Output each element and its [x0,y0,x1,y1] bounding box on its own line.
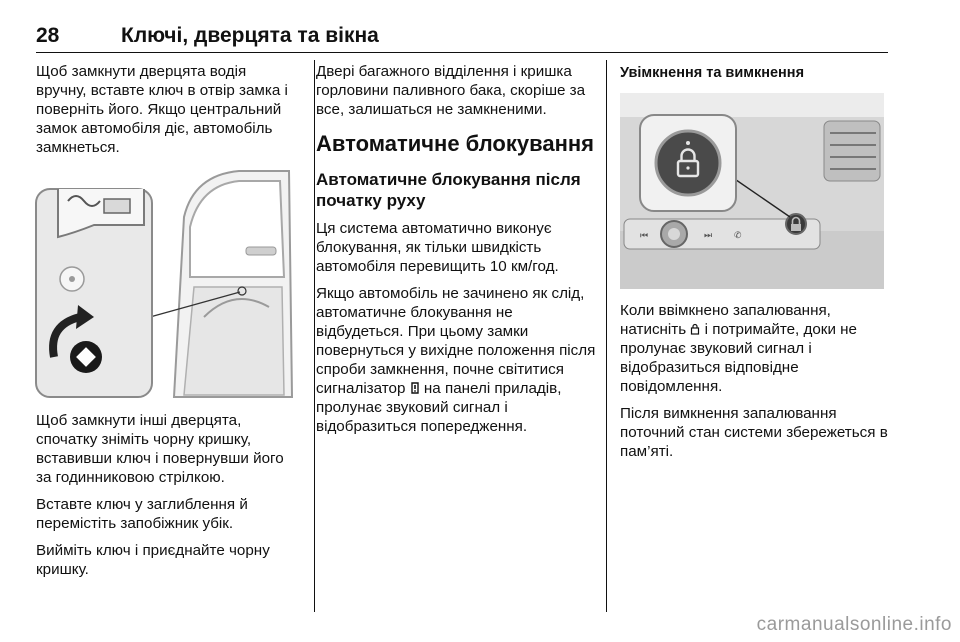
column-divider-2 [606,60,607,612]
paragraph-press-lock-text-a: Коли ввімкнено запалювання, натисніть [620,302,831,338]
page-header [36,24,888,54]
paragraph-other-doors-lock: Щоб замкнути інші дверцята, спочатку зніміть чорну кришку, вставивши ключ і повернувши його за годинниковою стрілкою. [36,412,284,486]
dashboard-lock-button-illustration [620,93,884,289]
paragraph-press-lock-text-b: і потримайте, доки не пролунає звуковий сигнал і відобразиться відповідне повідомлення. [620,321,857,395]
footer-watermark: carmanualsonline.info [756,614,952,635]
paragraph-remove-key: Вийміть ключ і приєднайте чорну кришку. [36,542,270,578]
header-divider [36,52,888,53]
column-1 [36,62,296,587]
paragraph-auto-lock-fail-text-b: на панелі приладів, пролунає звуковий сигнал і відобразиться попередження. [316,380,562,435]
paragraph-memory-state: Після вимкнення запалювання поточний стан системи збережеться в пам’яті. [620,405,888,460]
column-3 [620,62,890,469]
paragraph-auto-lock-speed: Ця система автоматично виконує блокування, як тільки швидкість автомобіля перевищить 10 км/год. [316,220,559,275]
door-lock-illustration [34,167,296,399]
paragraph-driver-door-manual-lock: Щоб замкнути дверцята водія вручну, вставте ключ в отвір замка і поверніть його. Якщо центральний замок автомобіля діє, автомобіль замкнеться. [36,63,288,156]
paragraph-insert-key: Вставте ключ у заглиблення й перемістіть запобіжник убік. [36,496,248,532]
door-lock-warning-icon [410,382,420,394]
svg-text:⏭: ⏭ [704,231,713,241]
heading-on-off: Увімкнення та вимкнення [620,65,805,81]
paragraph-tailgate-note: Двері багажного відділення і кришка горловини паливного бака, скоріше за все, залишаться не замкненими. [316,63,586,118]
svg-text:⏮: ⏮ [640,231,649,241]
page-number: 28 [36,24,60,47]
paragraph-auto-lock-fail-text-a: Якщо автомобіль не зачинено як слід, автоматичне блокування не відбудеться. При цьому замки повернуться у вихідне положення після спроби замкнення, почне світитися сигналізатор [316,285,596,397]
chapter-title: Ключі, дверцята та вікна [121,24,379,47]
column-divider-1 [314,60,315,612]
lock-button-icon [690,323,700,335]
paragraph-auto-lock-fail [316,284,598,436]
subheading-lock-after-start: Автоматичне блокування після початку руху [316,170,581,210]
column-2 [316,62,598,444]
section-heading-automatic-locking: Автоматичне блокування [316,131,594,156]
paragraph-press-lock-button [620,301,890,396]
svg-text:✆: ✆ [734,231,742,241]
